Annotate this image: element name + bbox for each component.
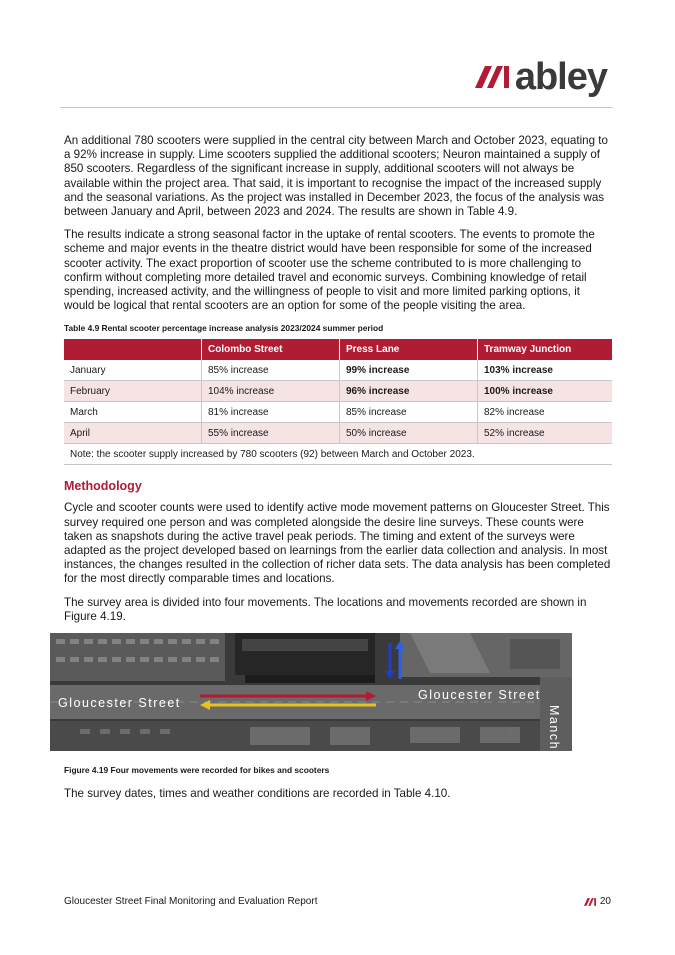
methodology-heading: Methodology (64, 479, 142, 494)
table-header-cell: Tramway Junction (478, 339, 613, 360)
table-cell: 55% increase (202, 423, 340, 444)
footer-page (584, 896, 611, 907)
table-header-cell: Press Lane (340, 339, 478, 360)
table-cell: 82% increase (478, 402, 613, 423)
intro-paragraph-2: The results indicate a strong seasonal factor in the uptake of rental scooters. The events to promote the scheme and major events in the theatre district would have been responsible for some of the increased scooter activity. The exact proportion of scooter use the scheme contributed to is more challenging to confirm without completing more detailed travel and economic surveys. Combining knowledge of retail spending, increased activity, and the willingness of people to visit and more limited parking options, it would be logical that rental scooters are an option for some of the people visiting the area. (64, 228, 595, 313)
methodology-paragraph-2: The survey area is divided into four movements. The locations and movements recorded are shown in Figure 4.19. (64, 595, 587, 623)
table-cell: 100% increase (478, 381, 613, 402)
table-header-cell (64, 339, 202, 360)
header-divider (60, 107, 613, 108)
table-cell: 50% increase (340, 423, 478, 444)
table-caption: Table 4.9 Rental scooter percentage increase analysis 2023/2024 summer period (64, 323, 384, 334)
table-cell: 85% increase (340, 402, 478, 423)
page-number: 20 (599, 896, 611, 907)
abley-logo-wordmark: abley (514, 56, 607, 98)
abley-logo (475, 58, 607, 96)
main-content (58, 134, 612, 810)
table-note: Note: the scooter supply increased by 780 scooters (92) between March and October 2023. (64, 444, 612, 465)
table-header-cell: Colombo Street (202, 339, 340, 360)
movement-map-figure (50, 633, 572, 751)
table-cell: 81% increase (202, 402, 340, 423)
table-cell: 52% increase (478, 423, 613, 444)
table-cell: 85% increase (202, 360, 340, 381)
scooter-increase-table (64, 339, 612, 465)
table-row (64, 360, 612, 381)
footer-title: Gloucester Street Final Monitoring and Evaluation Report (64, 896, 318, 907)
table-cell: 104% increase (202, 381, 340, 402)
table-row (64, 381, 612, 402)
aerial-map (50, 633, 572, 751)
table-cell: 103% increase (478, 360, 613, 381)
table-cell: 96% increase (340, 381, 478, 402)
table-cell: February (64, 381, 202, 402)
table-cell: April (64, 423, 202, 444)
table-cell: March (64, 402, 202, 423)
intro-paragraph-1: An additional 780 scooters were supplied in the central city between March and October 2023, equating to a 92% increase in supply. Lime scooters supplied the additional scooters; Neuron maintained a supply of 850 scooters. Regardless of the significant increase in supply, additional scooters will not always be available within the project area. That said, it is important to recognise the impact of the increased supply and the seasonal variations. As the project was installed in December 2023, the focus of the analysis was between January and April, between 2023 and 2024. The results are shown in Table 4.9. (64, 134, 608, 219)
table-row (64, 423, 612, 444)
table-header-row (64, 339, 612, 360)
street-label-right: Gloucester Street (418, 688, 541, 703)
abley-small-mark-icon (584, 898, 596, 906)
figure-caption: Figure 4.19 Four movements were recorded for bikes and scooters (64, 765, 330, 776)
street-label-left: Gloucester Street (58, 696, 181, 711)
closing-paragraph: The survey dates, times and weather conditions are recorded in Table 4.10. (64, 787, 451, 801)
abley-logo-mark-icon (475, 66, 509, 88)
street-label-side: Manch (547, 705, 561, 751)
methodology-paragraph-1: Cycle and scooter counts were used to identify active mode movement patterns on Gloucester Street. This survey required one person and was completed alongside the desire line surveys. These counts were taken as snapshots during the active travel peak periods. The timing and extent of the surveys were adapted as the project developed based on learnings from the earlier data collection and analysis. In most instances, the changes resulted in the collection of richer data sets. The data analysis has been completed for the most directly comparable times and locations. (64, 501, 611, 586)
table-cell: January (64, 360, 202, 381)
table-row (64, 402, 612, 423)
page-footer (64, 896, 611, 907)
table-cell: 99% increase (340, 360, 478, 381)
table-note-row (64, 444, 612, 465)
